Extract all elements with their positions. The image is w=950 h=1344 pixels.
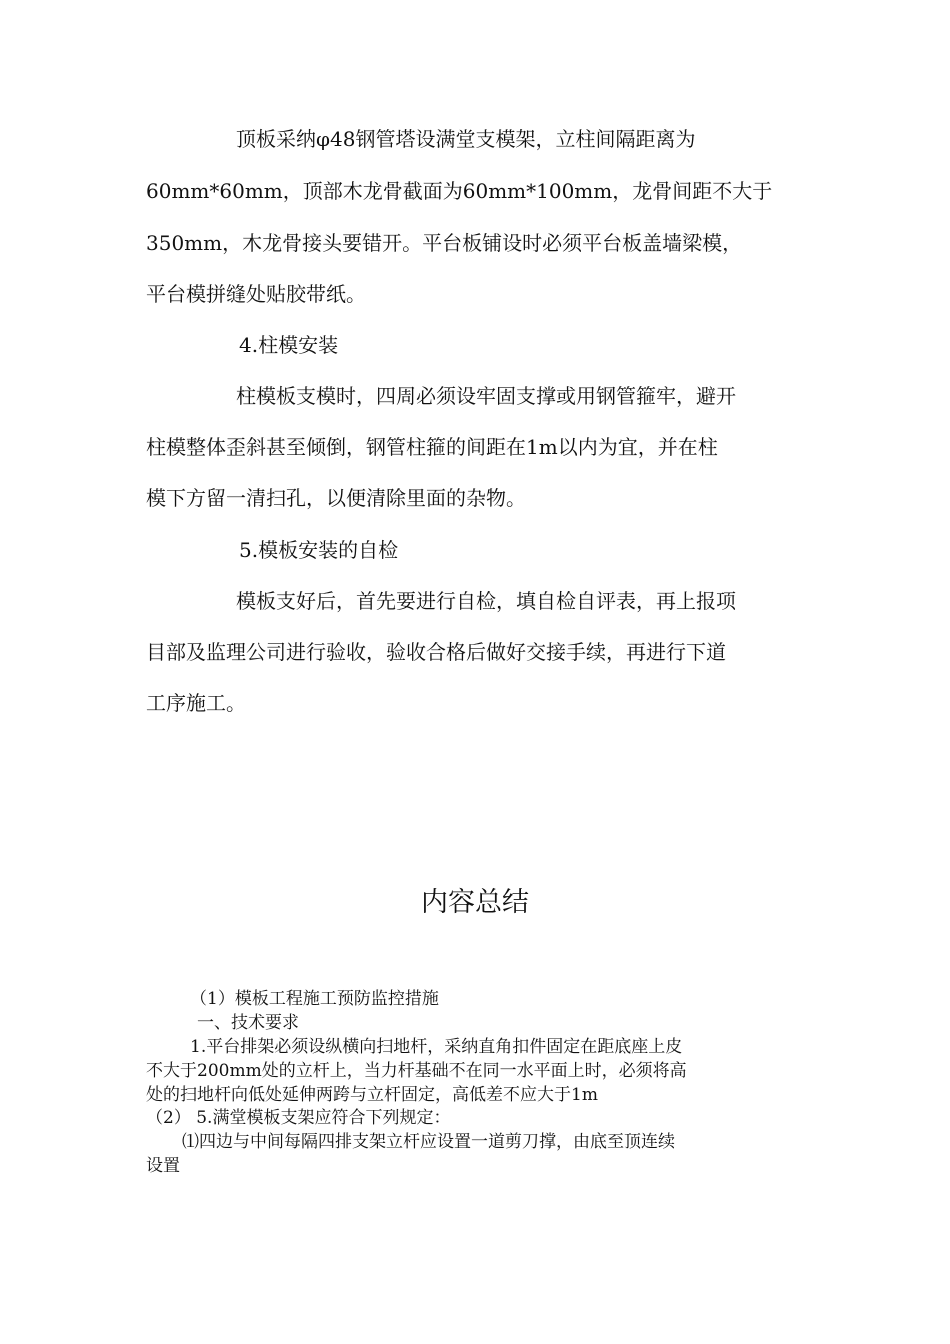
paragraph-line: 顶板采纳φ48钢管塔设满堂支模架，立柱间隔距离为 bbox=[236, 127, 696, 151]
section-heading-self-check: 5.模板安装的自检 bbox=[239, 538, 399, 562]
summary-line: 不大于200mm处的立杆上，当力杆基础不在同一水平面上时，必须将高 bbox=[146, 1061, 687, 1081]
paragraph-line: 模下方留一清扫孔，以便清除里面的杂物。 bbox=[146, 486, 526, 510]
paragraph-line: 平台模拼缝处贴胶带纸。 bbox=[146, 282, 366, 306]
summary-line: 处的扫地杆向低处延伸两跨与立杆固定，高低差不应大于1m bbox=[146, 1085, 598, 1105]
summary-line: 设置 bbox=[146, 1156, 180, 1176]
paragraph-line: 60mm*60mm，顶部木龙骨截面为60mm*100mm，龙骨间距不大于 bbox=[146, 179, 773, 203]
paragraph-line: 目部及监理公司进行验收，验收合格后做好交接手续，再进行下道 bbox=[146, 640, 726, 664]
paragraph-line: 柱模整体歪斜甚至倾倒，钢管柱箍的间距在1m以内为宜，并在柱 bbox=[146, 435, 718, 459]
section-heading-column-formwork: 4.柱模安装 bbox=[239, 333, 339, 357]
paragraph-line: 模板支好后，首先要进行自检，填自检自评表，再上报项 bbox=[236, 589, 736, 613]
summary-title: 内容总结 bbox=[421, 887, 529, 918]
summary-line: 1.平台排架必须设纵横向扫地杆，采纳直角扣件固定在距底座上皮 bbox=[190, 1037, 683, 1057]
paragraph-line: 工序施工。 bbox=[146, 691, 246, 715]
summary-line: （2） 5.满堂模板支架应符合下列规定： bbox=[146, 1108, 451, 1128]
summary-line: ⑴四边与中间每隔四排支架立杆应设置一道剪刀撑，由底至顶连续 bbox=[182, 1132, 675, 1152]
paragraph-line: 柱模板支模时，四周必须设牢固支撑或用钢管箍牢，避开 bbox=[236, 384, 736, 408]
summary-line: （1）模板工程施工预防监控措施 bbox=[190, 989, 439, 1009]
paragraph-line: 350mm，木龙骨接头要错开。平台板铺设时必须平台板盖墙梁模， bbox=[146, 231, 743, 255]
summary-line: 一、技术要求 bbox=[197, 1013, 299, 1033]
